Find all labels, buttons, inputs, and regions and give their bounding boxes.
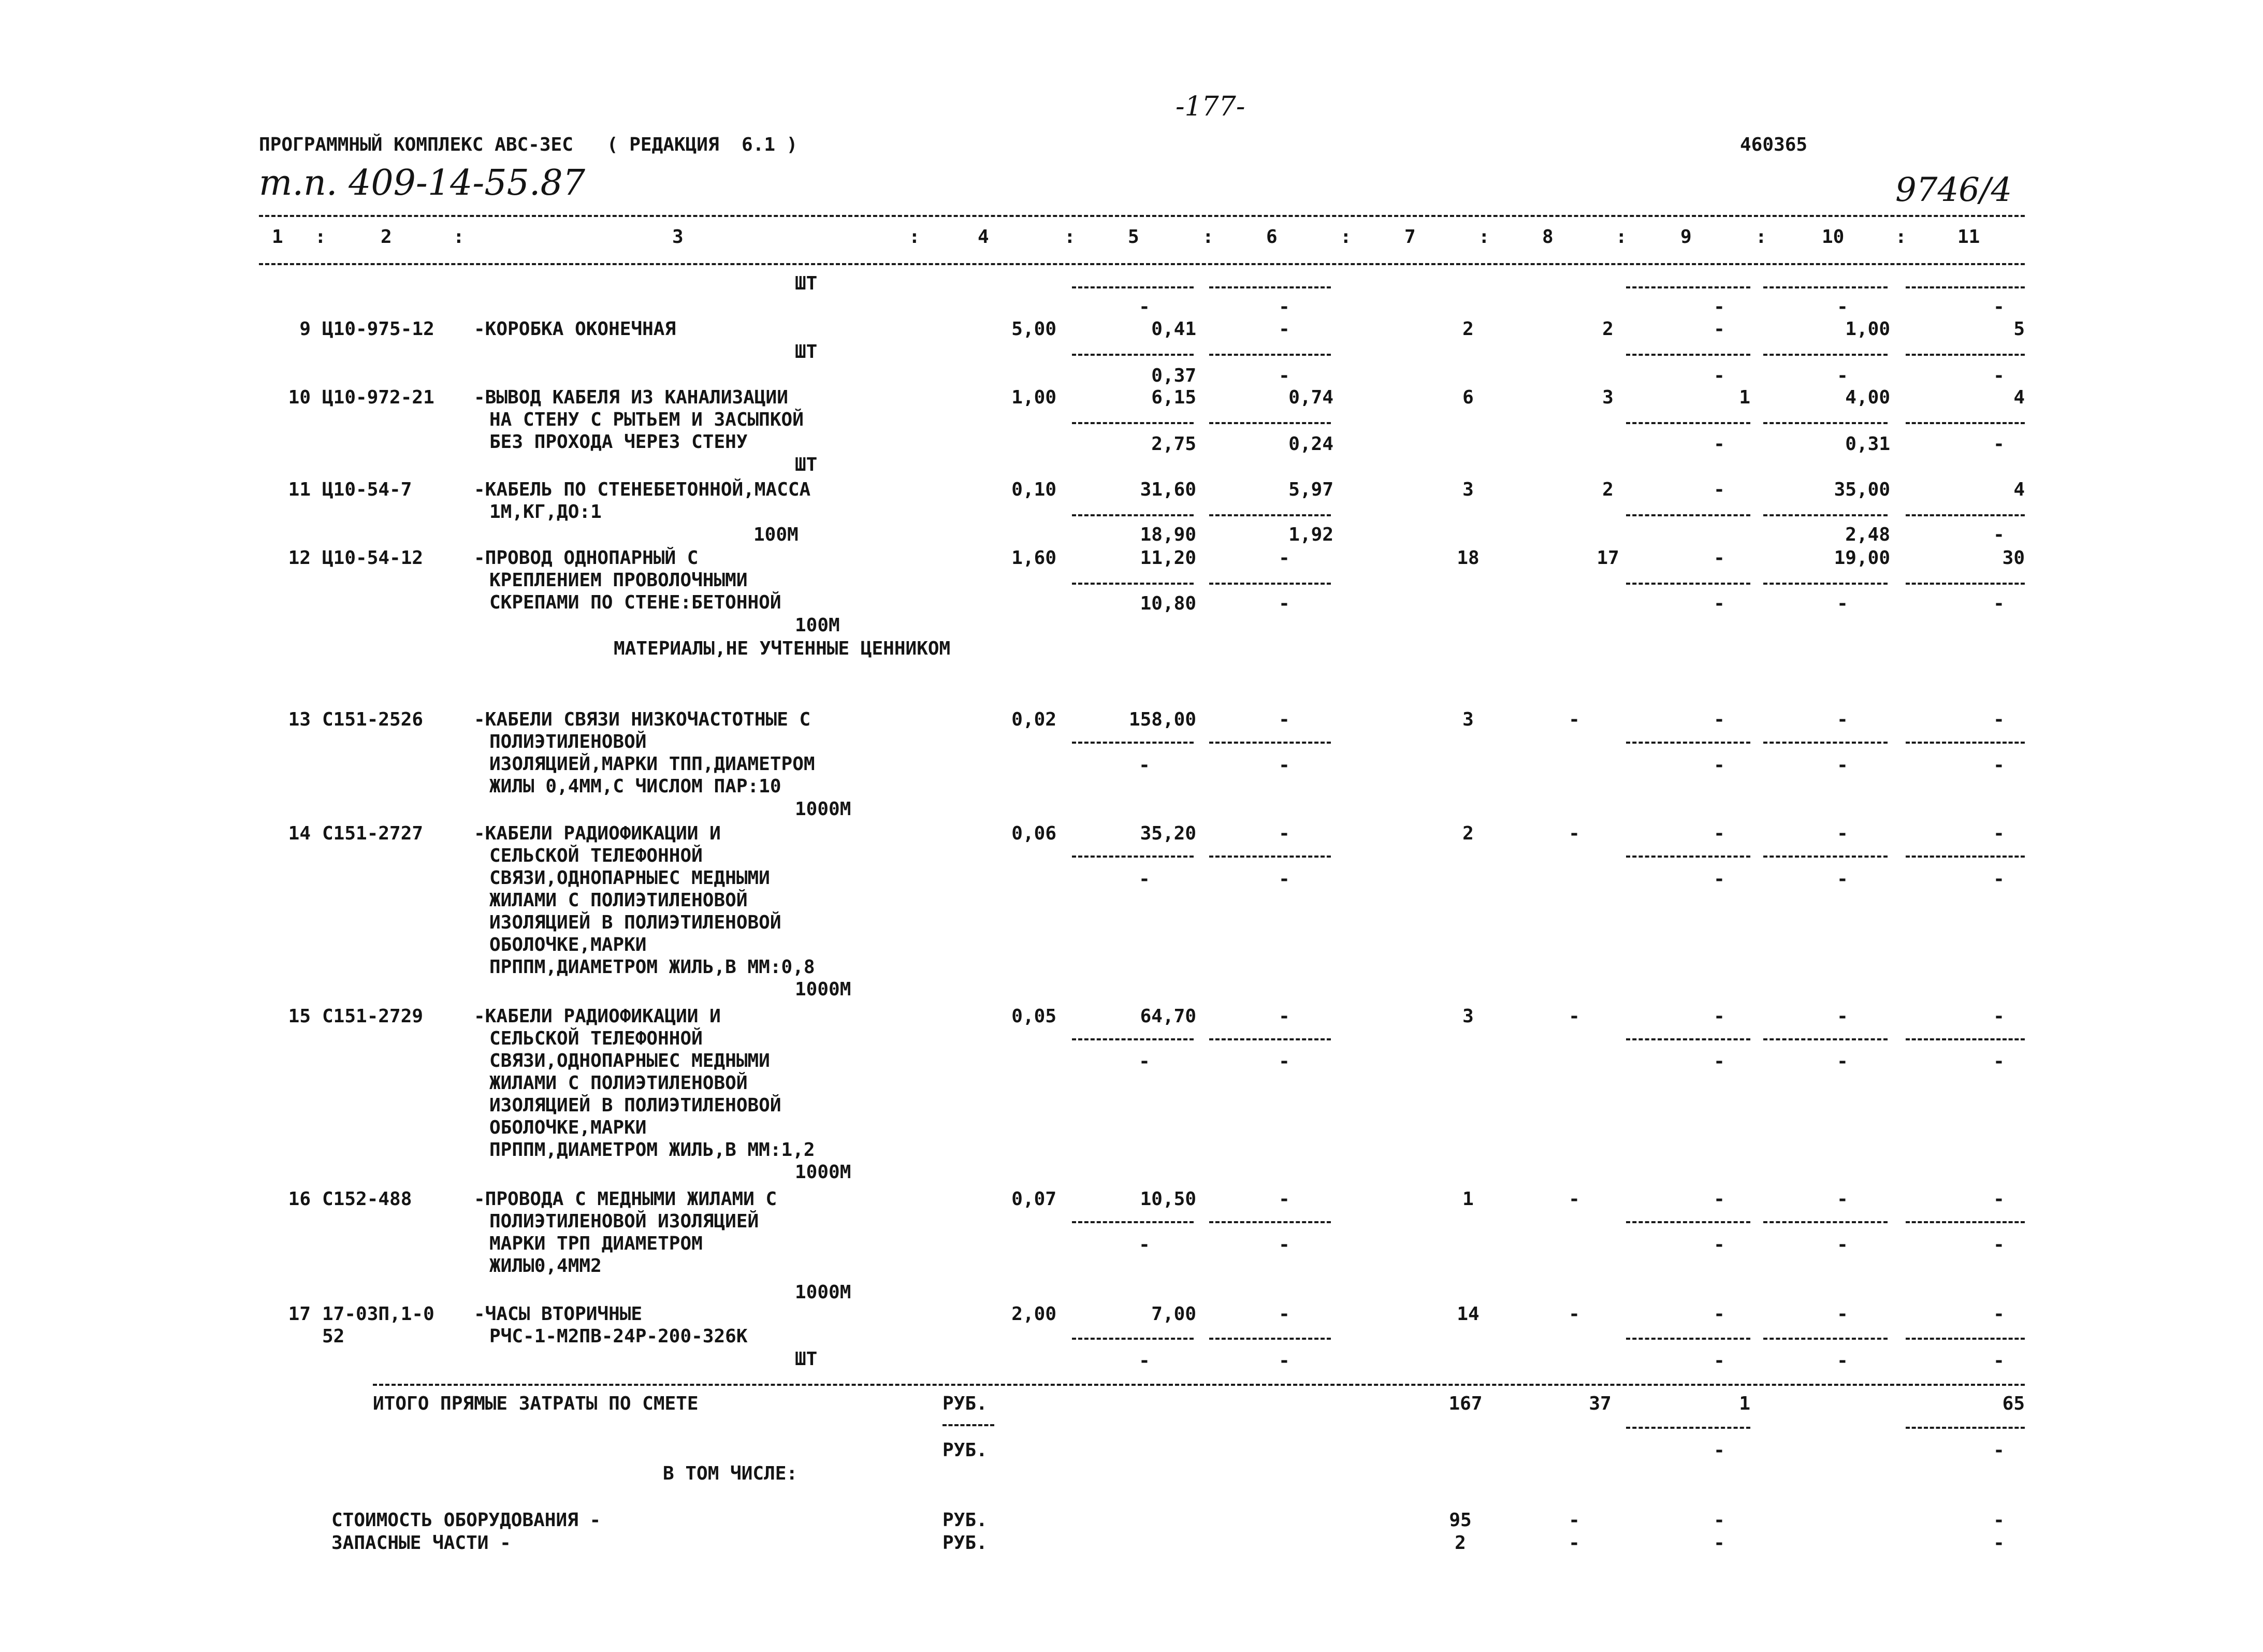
- row-description-line: МАРКИ ТРП ДИАМЕТРОМ: [489, 1233, 703, 1254]
- row-divider-c5: [1072, 583, 1194, 585]
- totals-unit-divider: [942, 1424, 994, 1426]
- row-c11-bottom: -: [1993, 1234, 2005, 1255]
- row-description-line: -ПРОВОД ОДНОПАРНЫЙ С: [474, 547, 699, 569]
- row-c11-bottom: -: [1993, 365, 2005, 386]
- row-c5: 6,15: [1151, 387, 1196, 408]
- column-header-8: 8: [1542, 226, 1554, 248]
- row-c9: -: [1714, 479, 1725, 500]
- row-description-line: ЖИЛЫ 0,4ММ,С ЧИСЛОМ ПАР:10: [489, 776, 781, 797]
- row8-c9-bottom: -: [1714, 296, 1725, 317]
- totals-c11-bottom: -: [1993, 1440, 2005, 1461]
- row-divider-c11: [1906, 742, 2025, 744]
- spares-label: ЗАПАСНЫЕ ЧАСТИ -: [331, 1532, 511, 1554]
- equipment-label: СТОИМОСТЬ ОБОРУДОВАНИЯ -: [331, 1510, 601, 1531]
- row-description-line: СКРЕПАМИ ПО СТЕНЕ:БЕТОННОЙ: [489, 592, 781, 613]
- equipment-c11: -: [1993, 1510, 2005, 1531]
- row-c11: -: [1993, 1303, 2005, 1325]
- row-c10-bottom: -: [1837, 1051, 1848, 1072]
- row-description-line: 1М,КГ,ДО:1: [489, 501, 602, 523]
- row-c10: 35,00: [1834, 479, 1890, 500]
- materials-heading: МАТЕРИАЛЫ,НЕ УЧТЕННЫЕ ЦЕННИКОМ: [614, 638, 951, 659]
- row-divider-c11: [1906, 1338, 2025, 1340]
- row-c9: -: [1714, 1006, 1725, 1027]
- row-c9: -: [1714, 709, 1725, 730]
- column-header-sep: :: [1340, 226, 1352, 248]
- row-divider-c6: [1209, 1338, 1331, 1340]
- row-code: Ц10-54-7: [322, 479, 412, 500]
- row-divider-c9: [1626, 1038, 1750, 1040]
- row-description-line: -КАБЕЛИ РАДИОФИКАЦИИ И: [474, 823, 721, 844]
- row-c11: 5: [2013, 318, 2025, 340]
- row-number: 15: [288, 1006, 311, 1027]
- row-c8: 2: [1602, 479, 1614, 500]
- equipment-c9: -: [1714, 1510, 1725, 1531]
- row-divider-c5: [1072, 1221, 1194, 1223]
- row-c11: -: [1993, 709, 2005, 730]
- row-c5-bottom: -: [1139, 1051, 1150, 1072]
- row-c8: -: [1569, 709, 1580, 730]
- row-divider-c11: [1906, 856, 2025, 858]
- row-divider-c5: [1072, 1038, 1194, 1040]
- row-divider-c5: [1072, 354, 1194, 356]
- column-header-7: 7: [1404, 226, 1416, 248]
- row-c11-bottom: -: [1993, 868, 2005, 890]
- row-c7: 3: [1462, 709, 1474, 730]
- row-c11: -: [1993, 823, 2005, 844]
- row-c11: 4: [2013, 479, 2025, 500]
- spares-c11: -: [1993, 1532, 2005, 1554]
- row-code: Ц10-975-12: [322, 318, 434, 340]
- row-c6-bottom: -: [1279, 1051, 1290, 1072]
- row8-divider-c10: [1763, 286, 1888, 288]
- row-code-continuation: 52: [322, 1326, 345, 1347]
- row-divider-c10: [1763, 1221, 1888, 1223]
- equipment-unit: РУБ.: [942, 1510, 988, 1531]
- row-c9: -: [1714, 1189, 1725, 1210]
- row8-divider-c11: [1906, 286, 2025, 288]
- row-code: С151-2729: [322, 1006, 424, 1027]
- row-divider-c6: [1209, 354, 1331, 356]
- row-quantity: 0,02: [1011, 709, 1056, 730]
- row-c10-bottom: 0,31: [1845, 433, 1890, 455]
- row-c10-bottom: -: [1837, 868, 1848, 890]
- equipment-c8: -: [1569, 1510, 1580, 1531]
- row-c7: 2: [1462, 823, 1474, 844]
- row-number: 11: [288, 479, 311, 500]
- column-header-6: 6: [1266, 226, 1278, 248]
- row-quantity: 1,60: [1011, 547, 1056, 569]
- row-c7: 3: [1462, 1006, 1474, 1027]
- row-description-line: -КАБЕЛИ РАДИОФИКАЦИИ И: [474, 1006, 721, 1027]
- row-c10: 1,00: [1845, 318, 1890, 340]
- row-code: Ц10-54-12: [322, 547, 424, 569]
- row-divider-c10: [1763, 514, 1888, 516]
- column-header-sep: :: [1616, 226, 1627, 248]
- row-divider-c10: [1763, 354, 1888, 356]
- row-c10: 19,00: [1834, 547, 1890, 569]
- column-header-10: 10: [1822, 226, 1845, 248]
- row8-divider-c6: [1209, 286, 1331, 288]
- row-c8: -: [1569, 1189, 1580, 1210]
- column-header-sep: :: [1064, 226, 1076, 248]
- row-c6: 0,74: [1288, 387, 1333, 408]
- row8-divider-c9: [1626, 286, 1750, 288]
- row-unit: 100М: [795, 615, 840, 636]
- row-c5-bottom: 2,75: [1151, 433, 1196, 455]
- row8-c6-bottom: -: [1279, 296, 1290, 317]
- document-code: 460365: [1740, 134, 1808, 155]
- row-c8: 17: [1597, 547, 1619, 569]
- row-description-line: ИЗОЛЯЦИЕЙ В ПОЛИЭТИЛЕНОВОЙ: [489, 1095, 781, 1116]
- row-c5-bottom: 0,37: [1151, 365, 1196, 386]
- row-description-line: -КАБЕЛЬ ПО СТЕНЕБЕТОННОЙ,МАССА: [474, 479, 811, 500]
- program-title: ПРОГРАММНЫЙ КОМПЛЕКС АВС-3ЕС ( РЕДАКЦИЯ 6.1 ): [259, 134, 798, 155]
- row-divider-c10: [1763, 422, 1888, 424]
- totals-c8: 37: [1589, 1393, 1612, 1414]
- row-code: 17-03П,1-0: [322, 1303, 434, 1325]
- row-c5: 35,20: [1140, 823, 1196, 844]
- row-c11: 30: [2002, 547, 2025, 569]
- row-divider-c11: [1906, 1221, 2025, 1223]
- row-description-line: КРЕПЛЕНИЕМ ПРОВОЛОЧНЫМИ: [489, 570, 748, 591]
- row-c5: 10,50: [1140, 1189, 1196, 1210]
- page-number: -177-: [1176, 91, 1245, 122]
- row-quantity: 1,00: [1011, 387, 1056, 408]
- row-c7: 3: [1462, 479, 1474, 500]
- row-c6-bottom: 1,92: [1288, 524, 1333, 545]
- column-header-sep: :: [1202, 226, 1214, 248]
- row-unit: ШТ: [795, 454, 818, 475]
- row-description-line: ЖИЛАМИ С ПОЛИЭТИЛЕНОВОЙ: [489, 1073, 748, 1094]
- totals-c9: 1: [1739, 1393, 1750, 1414]
- row-description-line: РЧС-1-М2ПВ-24Р-200-326К: [489, 1326, 748, 1347]
- row-c7: 6: [1462, 387, 1474, 408]
- row-c10-bottom: -: [1837, 755, 1848, 776]
- row-divider-c10: [1763, 1338, 1888, 1340]
- row-description: -КОРОБКА ОКОНЕЧНАЯ: [474, 318, 676, 340]
- row-description-line: ПОЛИЭТИЛЕНОВОЙ: [489, 731, 647, 752]
- row-divider-c5: [1072, 856, 1194, 858]
- row-c7: 18: [1457, 547, 1479, 569]
- row-divider-c6: [1209, 1038, 1331, 1040]
- column-header-sep: :: [909, 226, 920, 248]
- handwritten-project-ref: т.п. 409-14-55.87: [259, 163, 586, 204]
- row-c9: -: [1714, 547, 1725, 569]
- row-c6-bottom: -: [1279, 593, 1290, 614]
- row-c11-bottom: -: [1993, 524, 2005, 545]
- row-divider-c9: [1626, 422, 1750, 424]
- row-c5: 158,00: [1128, 709, 1196, 730]
- row-number: 10: [288, 387, 311, 408]
- spares-unit: РУБ.: [942, 1532, 988, 1554]
- row-divider-c9: [1626, 742, 1750, 744]
- row-unit: ШТ: [795, 341, 818, 363]
- row-c10: -: [1837, 1006, 1848, 1027]
- row-divider-c10: [1763, 742, 1888, 744]
- handwritten-sheet-number: 9746/4: [1895, 171, 2012, 209]
- column-header-4: 4: [978, 226, 989, 248]
- row8-unit: ШТ: [795, 273, 818, 294]
- row-c9: 1: [1739, 387, 1750, 408]
- row-c10-bottom: -: [1837, 365, 1848, 386]
- row-c9: -: [1714, 823, 1725, 844]
- row-description-line: ПОЛИЭТИЛЕНОВОЙ ИЗОЛЯЦИЕЙ: [489, 1211, 759, 1232]
- row-description-line: -ВЫВОД КАБЕЛЯ ИЗ КАНАЛИЗАЦИИ: [474, 387, 788, 408]
- row-divider-c10: [1763, 583, 1888, 585]
- row-divider-c9: [1626, 1338, 1750, 1340]
- row-number: 9: [299, 318, 311, 340]
- row-c10: -: [1837, 1303, 1848, 1325]
- row-c5: 31,60: [1140, 479, 1196, 500]
- column-header-sep: :: [1756, 226, 1767, 248]
- row-divider-c5: [1072, 1338, 1194, 1340]
- row-c9-bottom: -: [1714, 365, 1725, 386]
- row-c6: -: [1279, 823, 1290, 844]
- row-description-line: СВЯЗИ,ОДНОПАРНЫЕС МЕДНЫМИ: [489, 867, 770, 889]
- row-divider-c9: [1626, 583, 1750, 585]
- row-unit: 100М: [753, 524, 799, 545]
- row-divider-c9: [1626, 514, 1750, 516]
- row-divider-c6: [1209, 583, 1331, 585]
- row-c11-bottom: -: [1993, 1051, 2005, 1072]
- totals-c11: 65: [2002, 1393, 2025, 1414]
- row-description-line: СЕЛЬСКОЙ ТЕЛЕФОННОЙ: [489, 1028, 703, 1049]
- row-c8: -: [1569, 1006, 1580, 1027]
- row-c6: -: [1279, 318, 1290, 340]
- row-description-line: ОБОЛОЧКЕ,МАРКИ: [489, 934, 647, 955]
- row8-divider-c5: [1072, 286, 1194, 288]
- row-quantity: 0,06: [1011, 823, 1056, 844]
- row-divider-c9: [1626, 1221, 1750, 1223]
- row-c5-bottom: -: [1139, 868, 1150, 890]
- row-code: С151-2526: [322, 709, 424, 730]
- column-header-2: 2: [381, 226, 392, 248]
- row-c6: -: [1279, 1189, 1290, 1210]
- row8-c10-bottom: -: [1837, 296, 1848, 317]
- row-c5: 64,70: [1140, 1006, 1196, 1027]
- row-c7: 14: [1457, 1303, 1479, 1325]
- row-c9-bottom: -: [1714, 868, 1725, 890]
- row-c6: -: [1279, 1006, 1290, 1027]
- row-c10: -: [1837, 709, 1848, 730]
- row-unit: 1000М: [795, 1282, 851, 1303]
- row-c6: 5,97: [1288, 479, 1333, 500]
- row-divider-c10: [1763, 1038, 1888, 1040]
- row-number: 13: [288, 709, 311, 730]
- row-description-line: ИЗОЛЯЦИЕЙ В ПОЛИЭТИЛЕНОВОЙ: [489, 912, 781, 933]
- row-quantity: 0,05: [1011, 1006, 1056, 1027]
- row-divider-c9: [1626, 856, 1750, 858]
- row-description-line: ЖИЛЫ0,4ММ2: [489, 1255, 602, 1277]
- row-c10-bottom: -: [1837, 593, 1848, 614]
- row-code: Ц10-972-21: [322, 387, 434, 408]
- row-c9-bottom: -: [1714, 1051, 1725, 1072]
- row-c5-bottom: 10,80: [1140, 593, 1196, 614]
- totals-label: ИТОГО ПРЯМЫЕ ЗАТРАТЫ ПО СМЕТЕ: [373, 1393, 699, 1414]
- row-c5-bottom: -: [1139, 1234, 1150, 1255]
- row-c5-bottom: 18,90: [1140, 524, 1196, 545]
- row-c7: 2: [1462, 318, 1474, 340]
- row-description-line: СЕЛЬСКОЙ ТЕЛЕФОННОЙ: [489, 845, 703, 866]
- row-c6-bottom: -: [1279, 868, 1290, 890]
- row-number: 16: [288, 1189, 311, 1210]
- row-divider-c9: [1626, 354, 1750, 356]
- row-c5: 0,41: [1151, 318, 1196, 340]
- totals-c7: 167: [1448, 1393, 1483, 1414]
- row-code: С152-488: [322, 1189, 412, 1210]
- spares-c8: -: [1569, 1532, 1580, 1554]
- row-quantity: 2,00: [1011, 1303, 1056, 1325]
- row-number: 17: [288, 1303, 311, 1325]
- row-number: 12: [288, 547, 311, 569]
- row-quantity: 0,10: [1011, 479, 1056, 500]
- row8-c5-bottom: -: [1139, 296, 1150, 317]
- row-c6-bottom: -: [1279, 755, 1290, 776]
- header-rule-bottom: [259, 263, 2025, 265]
- row-c8: -: [1569, 1303, 1580, 1325]
- row-divider-c11: [1906, 583, 2025, 585]
- column-header-sep: :: [1478, 226, 1490, 248]
- row-c8: 3: [1602, 387, 1614, 408]
- row-code: С151-2727: [322, 823, 424, 844]
- row-c9-bottom: -: [1714, 1234, 1725, 1255]
- row-c10: 4,00: [1845, 387, 1890, 408]
- column-header-sep: :: [315, 226, 326, 248]
- row-number: 14: [288, 823, 311, 844]
- column-header-1: 1: [272, 226, 283, 248]
- row-description-line: ПРППМ,ДИАМЕТРОМ ЖИЛЬ,В ММ:1,2: [489, 1139, 815, 1161]
- row-c9-bottom: -: [1714, 593, 1725, 614]
- row-c10: -: [1837, 823, 1848, 844]
- row-c6-bottom: -: [1279, 1234, 1290, 1255]
- row-c11-bottom: -: [1993, 593, 2005, 614]
- row-c11: 4: [2013, 387, 2025, 408]
- row-c9-bottom: -: [1714, 433, 1725, 455]
- row-divider-c6: [1209, 422, 1331, 424]
- row-c6: -: [1279, 709, 1290, 730]
- row-divider-c6: [1209, 514, 1331, 516]
- totals-unit: РУБ.: [942, 1393, 988, 1414]
- column-header-sep: :: [1895, 226, 1907, 248]
- row-divider-c6: [1209, 856, 1331, 858]
- column-header-5: 5: [1128, 226, 1139, 248]
- row-c6: -: [1279, 547, 1290, 569]
- row-c8: -: [1569, 823, 1580, 844]
- row-unit: 1000М: [795, 1162, 851, 1183]
- column-header-11: 11: [1957, 226, 1980, 248]
- row-c6: -: [1279, 1303, 1290, 1325]
- row-c5: 11,20: [1140, 547, 1196, 569]
- totals-rule: [373, 1384, 2025, 1386]
- row-description-line: НА СТЕНУ С РЫТЬЕМ И ЗАСЫПКОЙ: [489, 409, 804, 430]
- totals-divider-c11: [1906, 1427, 2025, 1429]
- row-c11-bottom: -: [1993, 433, 2005, 455]
- row-c10-bottom: -: [1837, 1234, 1848, 1255]
- row-divider-c10: [1763, 856, 1888, 858]
- row-c6-bottom: -: [1279, 1350, 1290, 1371]
- row-quantity: 0,07: [1011, 1189, 1056, 1210]
- row-divider-c11: [1906, 1038, 2025, 1040]
- row-c8: 2: [1602, 318, 1614, 340]
- row-c5-bottom: -: [1139, 1350, 1150, 1371]
- row-c11: -: [1993, 1189, 2005, 1210]
- row-description-line: ИЗОЛЯЦИЕЙ,МАРКИ ТПП,ДИАМЕТРОМ: [489, 753, 815, 775]
- totals-unit-second: РУБ.: [942, 1440, 988, 1461]
- row-divider-c11: [1906, 514, 2025, 516]
- row-c10-bottom: 2,48: [1845, 524, 1890, 545]
- row-divider-c5: [1072, 422, 1194, 424]
- row-unit: 1000М: [795, 799, 851, 820]
- row-description-line: -ПРОВОДА С МЕДНЫМИ ЖИЛАМИ С: [474, 1189, 777, 1210]
- totals-c9-bottom: -: [1714, 1440, 1725, 1461]
- row-c11: -: [1993, 1006, 2005, 1027]
- equipment-c7: 95: [1449, 1510, 1472, 1531]
- spares-c9: -: [1714, 1532, 1725, 1554]
- row-c10-bottom: -: [1837, 1350, 1848, 1371]
- row-description-line: -ЧАСЫ ВТОРИЧНЫЕ: [474, 1303, 643, 1325]
- row-c9-bottom: -: [1714, 755, 1725, 776]
- row-c7: 1: [1462, 1189, 1474, 1210]
- row-description-line: ПРППМ,ДИАМЕТРОМ ЖИЛЬ,В ММ:0,8: [489, 957, 815, 978]
- column-header-3: 3: [672, 226, 684, 248]
- row-divider-c6: [1209, 1221, 1331, 1223]
- row-c9: -: [1714, 318, 1725, 340]
- row-unit: ШТ: [795, 1349, 818, 1370]
- row-c9: -: [1714, 1303, 1725, 1325]
- column-header-sep: :: [453, 226, 465, 248]
- spares-c7: 2: [1455, 1532, 1466, 1554]
- row-divider-c5: [1072, 742, 1194, 744]
- row-c6-bottom: -: [1279, 365, 1290, 386]
- row-description-line: ОБОЛОЧКЕ,МАРКИ: [489, 1117, 647, 1138]
- row-quantity: 5,00: [1011, 318, 1056, 340]
- row-description-line: -КАБЕЛИ СВЯЗИ НИЗКОЧАСТОТНЫЕ С: [474, 709, 811, 730]
- row-divider-c11: [1906, 354, 2025, 356]
- row-c10: -: [1837, 1189, 1848, 1210]
- row-divider-c6: [1209, 742, 1331, 744]
- row-unit: 1000М: [795, 979, 851, 1000]
- column-header-9: 9: [1680, 226, 1692, 248]
- row8-c11-bottom: -: [1993, 296, 2005, 317]
- row-c11-bottom: -: [1993, 1350, 2005, 1371]
- row-description-line: ЖИЛАМИ С ПОЛИЭТИЛЕНОВОЙ: [489, 890, 748, 911]
- row-c6-bottom: 0,24: [1288, 433, 1333, 455]
- row-c5-bottom: -: [1139, 755, 1150, 776]
- row-c11-bottom: -: [1993, 755, 2005, 776]
- row-divider-c11: [1906, 422, 2025, 424]
- row-description-line: СВЯЗИ,ОДНОПАРНЫЕС МЕДНЫМИ: [489, 1050, 770, 1071]
- row-divider-c5: [1072, 514, 1194, 516]
- row-description-line: БЕЗ ПРОХОДА ЧЕРЕЗ СТЕНУ: [489, 431, 748, 453]
- totals-divider-c9: [1626, 1427, 1750, 1429]
- row-c9-bottom: -: [1714, 1350, 1725, 1371]
- header-rule-top: [259, 215, 2025, 217]
- row-c5: 7,00: [1151, 1303, 1196, 1325]
- including-label: В ТОМ ЧИСЛЕ:: [663, 1463, 798, 1484]
